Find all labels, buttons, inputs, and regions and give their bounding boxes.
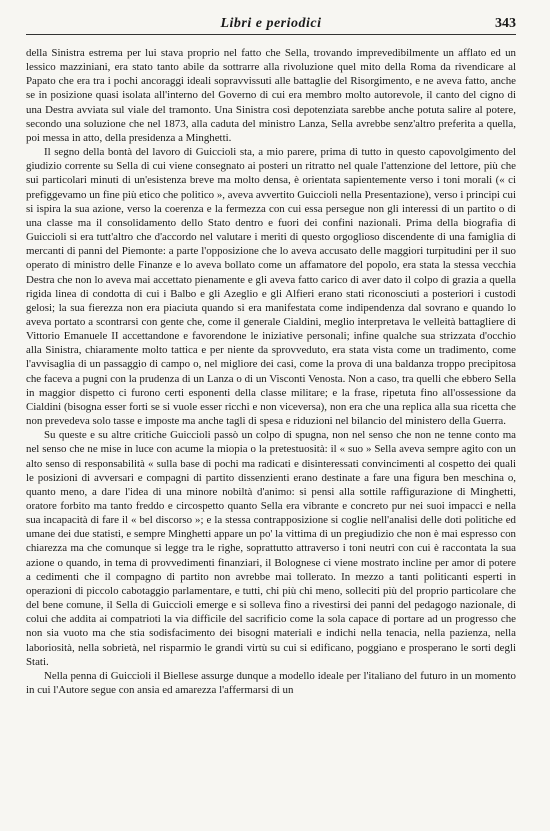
running-title: Libri e periodici [220,16,322,31]
paragraph: Il segno della bontà del lavoro di Guiccioli sta, a mio parere, prima di tutto in questo capovolgimento del giudizio corrente su Sella di cui viene consegnato ai posteri un ritratto nel quale l'attenzione del lettore, più che sui particolari minuti di un'esistenza breve ma molto densa, è orientata sapientemente verso i toni morali (« ci prefiggevamo un fine più etico che politico », aveva avvertito Guiccioli nella Presentazione), verso i principi cui si ispira la sua azione, verso la coerenza e la fermezza con cui essa persegue non gli interessi di un partito o di una classe ma il consolidamento dello Stato dentro e fuori dei confini nazionali. Prima della biografia di Guiccioli si era tutt'altro che d'accordo nel valutare i meriti di questo orgoglioso discendente di una famiglia di mercanti di panni del Piemonte: a parte l'opposizione che lo aveva accusato delle maggiori turpitudini per il suo operato di ministro delle Finanze e lo aveva bollato come un affamatore del popolo, era stata la stessa vecchia Destra che non lo aveva mai accettato pienamente e gli aveva fatto carico di aver dato il colpo di grazia a quella rigida linea di condotta di cui i Balbo e gli Azeglio e gli Alfieri erano stati riconosciuti a posteriori i custodi gelosi; la sua fierezza non era piaciuta quando si era manifestata come indipendenza dal sovrano e quando lo aveva portato a scontrarsi con gente che, come il generale Cialdini, meglio interpretava le velleità battagliere di Vittorio Emanuele II accettandone e favorendone le iniziative personali; infine qualche sua strizzata d'occhio alla Sinistra, chiaramente molto tattica e per niente da sprovveduto, era stata vista come un tradimento, come l'avvisaglia di un passaggio di campo o, nel migliore dei casi, come la prova di una baldanza troppo precipitosa che faceva a pugni con la prudenza di un Lanza o di un Visconti Venosta. Non a caso, tra quelli che ebbero Sella in maggior dispetto ci furono certi esponenti della classe militare; e la frase, ripetuta fino all'ossessione da Cialdini (bisogna esser forti se si vuole esser ricchi e non viceversa), non era che una replica alla sua ricetta che non prevedeva solo tasse e imposte ma anche tagli di spesa e riduzioni nel bilancio del ministero della Guerra. [26,146,516,428]
paragraph: Su queste e su altre critiche Guiccioli passò un colpo di spugna, non nel senso che non ne tenne conto ma nel senso che ne mise in luce con acume la miopia o la pretestuosità: il « suo » Sella aveva sempre agito con un alto senso di responsabilità « sulla base di pochi ma radicati e disinteressati convincimenti al cospetto dei quali le posizioni di avversari e compagni di partito dissenzienti erano destinate a fare una figura ben meschina o, quanto meno, a dare l'idea di una minore nobiltà d'animo: si pensi alla sottile raffigurazione di Minghetti, oratore forbito ma tanto freddo e circospetto quanto Sella era vibrante e concreto pur nei suoi impacci e nella sua incapacità di fare il « bel discorso »; e la stessa contrapposizione si coglie nell'analisi delle doti politiche ed umane dei due statisti, e sempre Minghetti appare un po' la vittima di un pregiudizio che non è mai espresso con chiarezza ma che comunque si legge tra le righe, soprattutto attraverso i toni neutri con cui è raccontata la sua azione o quando, in tema di provvedimenti finanziari, il Bolognese ci viene mostrato incline per amor di potere a cedimenti che il compagno di partito non avrebbe mai tollerato. In mezzo a tanti politicanti esperti in operazioni di piccolo cabotaggio parlamentare, e tutti, chi più chi meno, solleciti più del proprio particolare che del bene comune, il Sella di Guiccioli emerge e si solleva fino a rivestirsi dei panni del pedagogo nazionale, di colui che addita ai compatrioti la via difficile del sacrificio come la sola capace di portare ad un progresso che non sia vuoto ma che stia sodisfacimento dei bisogni materiali e indichi nella tenacia, nella pazienza, nella laboriosità, nella sobrietà, nel risparmio le grandi virtù su cui si edificano, poggiano e prosperano le sorti degli Stati. [26,429,516,668]
header-rule [26,34,516,35]
paragraph: Nella penna di Guiccioli il Biellese assurge dunque a modello ideale per l'italiano del futuro in un momento in cui l'Autore segue con ansia ed amarezza l'affermarsi di un [26,669,516,697]
page-number: 343 [495,16,516,31]
body-text [26,46,516,697]
page-header [26,14,516,38]
paragraph: della Sinistra estrema per lui stava proprio nel fatto che Sella, trovando imprevedibilmente un afflato ed un lessico mazziniani, era stato tanto abile da sottrarre alla rivoluzione quel mito della Roma da rivendicare al Papato che era tra i pochi ancoraggi ideali sopravvissuti alle battaglie del Risorgimento, e ne aveva fatto, anche se in posizione quasi isolata all'interno del Governo di cui era membro molto autorevole, il canto del cigno di una Destra avviata sul viale del tramonto. Una Sinistra così depotenziata sarebbe anche potuta salire al potere, secondo una soluzione che nel 1873, alla caduta del ministro Lanza, Sella avrebbe senz'altro preferita a quella, poi messa in atto, della presidenza a Minghetti. [26,47,516,144]
